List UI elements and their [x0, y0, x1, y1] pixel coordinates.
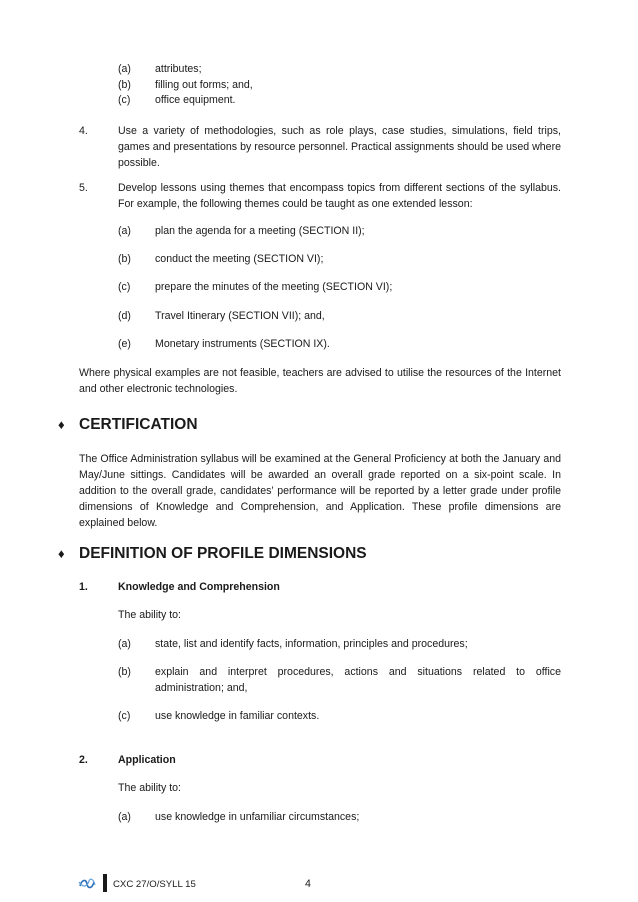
intro-text: The ability to:	[118, 609, 182, 621]
page-number: 4	[305, 878, 311, 890]
section-heading: DEFINITION OF PROFILE DIMENSIONS	[79, 545, 367, 562]
cxc-logo-icon	[78, 876, 96, 892]
list-item: office equipment.	[155, 94, 236, 106]
list-label: (a)	[118, 811, 131, 823]
list-label: (c)	[118, 710, 131, 722]
list-label: (e)	[118, 338, 131, 350]
list-item: prepare the minutes of the meeting (SECTION VI);	[155, 281, 393, 293]
list-item: explain and interpret procedures, actions and situations related to office administration; and,	[155, 666, 561, 694]
footer-divider	[103, 874, 107, 892]
list-label: (d)	[118, 310, 131, 322]
item-number: 4.	[79, 125, 88, 137]
item-number: 5.	[79, 182, 88, 194]
list-item: conduct the meeting (SECTION VI);	[155, 253, 324, 265]
list-label: (a)	[118, 63, 131, 75]
list-item: use knowledge in unfamiliar circumstances;	[155, 811, 360, 823]
list-item: filling out forms; and,	[155, 79, 253, 91]
subsection-number: 1.	[79, 581, 88, 593]
list-label: (a)	[118, 638, 131, 650]
intro-text: The ability to:	[118, 782, 182, 794]
subsection-title: Knowledge and Comprehension	[118, 581, 280, 593]
list-item: state, list and identify facts, information, principles and procedures;	[155, 638, 468, 650]
list-item: use knowledge in familiar contexts.	[155, 710, 320, 722]
list-label: (b)	[118, 666, 131, 678]
subsection-title: Application	[118, 754, 176, 766]
list-item: Monetary instruments (SECTION IX).	[155, 338, 330, 350]
list-label: (a)	[118, 225, 131, 237]
section-heading: CERTIFICATION	[79, 416, 198, 433]
list-label: (c)	[118, 94, 131, 106]
list-item: Travel Itinerary (SECTION VII); and,	[155, 310, 325, 322]
list-item: attributes;	[155, 63, 202, 75]
footer-code: CXC 27/O/SYLL 15	[113, 879, 196, 890]
note-paragraph: Where physical examples are not feasible, teachers are advised to utilise the resources of the Internet and other electronic technologies.	[79, 367, 561, 395]
list-label: (c)	[118, 281, 131, 293]
diamond-bullet-icon: ♦	[58, 417, 65, 432]
certification-paragraph: The Office Administration syllabus will be examined at the General Proficiency at both the January and May/June sittings. Candidates will be awarded an overall grade reported on a six-point scale. In addition to the overall grade, candidates’ performance will be reported by a letter grade under profile dimensions of Knowledge and Comprehension, and Application. These profile dimensions are explained below.	[79, 453, 561, 529]
subsection-number: 2.	[79, 754, 88, 766]
item-paragraph: Develop lessons using themes that encompass topics from different sections of the syllabus. For example, the following themes could be taught as one extended lesson:	[118, 182, 561, 210]
list-label: (b)	[118, 253, 131, 265]
diamond-bullet-icon: ♦	[58, 546, 65, 561]
list-label: (b)	[118, 79, 131, 91]
item-paragraph: Use a variety of methodologies, such as role plays, case studies, simulations, field trips, games and presentations by resource personnel. Practical assignments should be used where possible.	[118, 125, 561, 169]
list-item: plan the agenda for a meeting (SECTION II);	[155, 225, 365, 237]
